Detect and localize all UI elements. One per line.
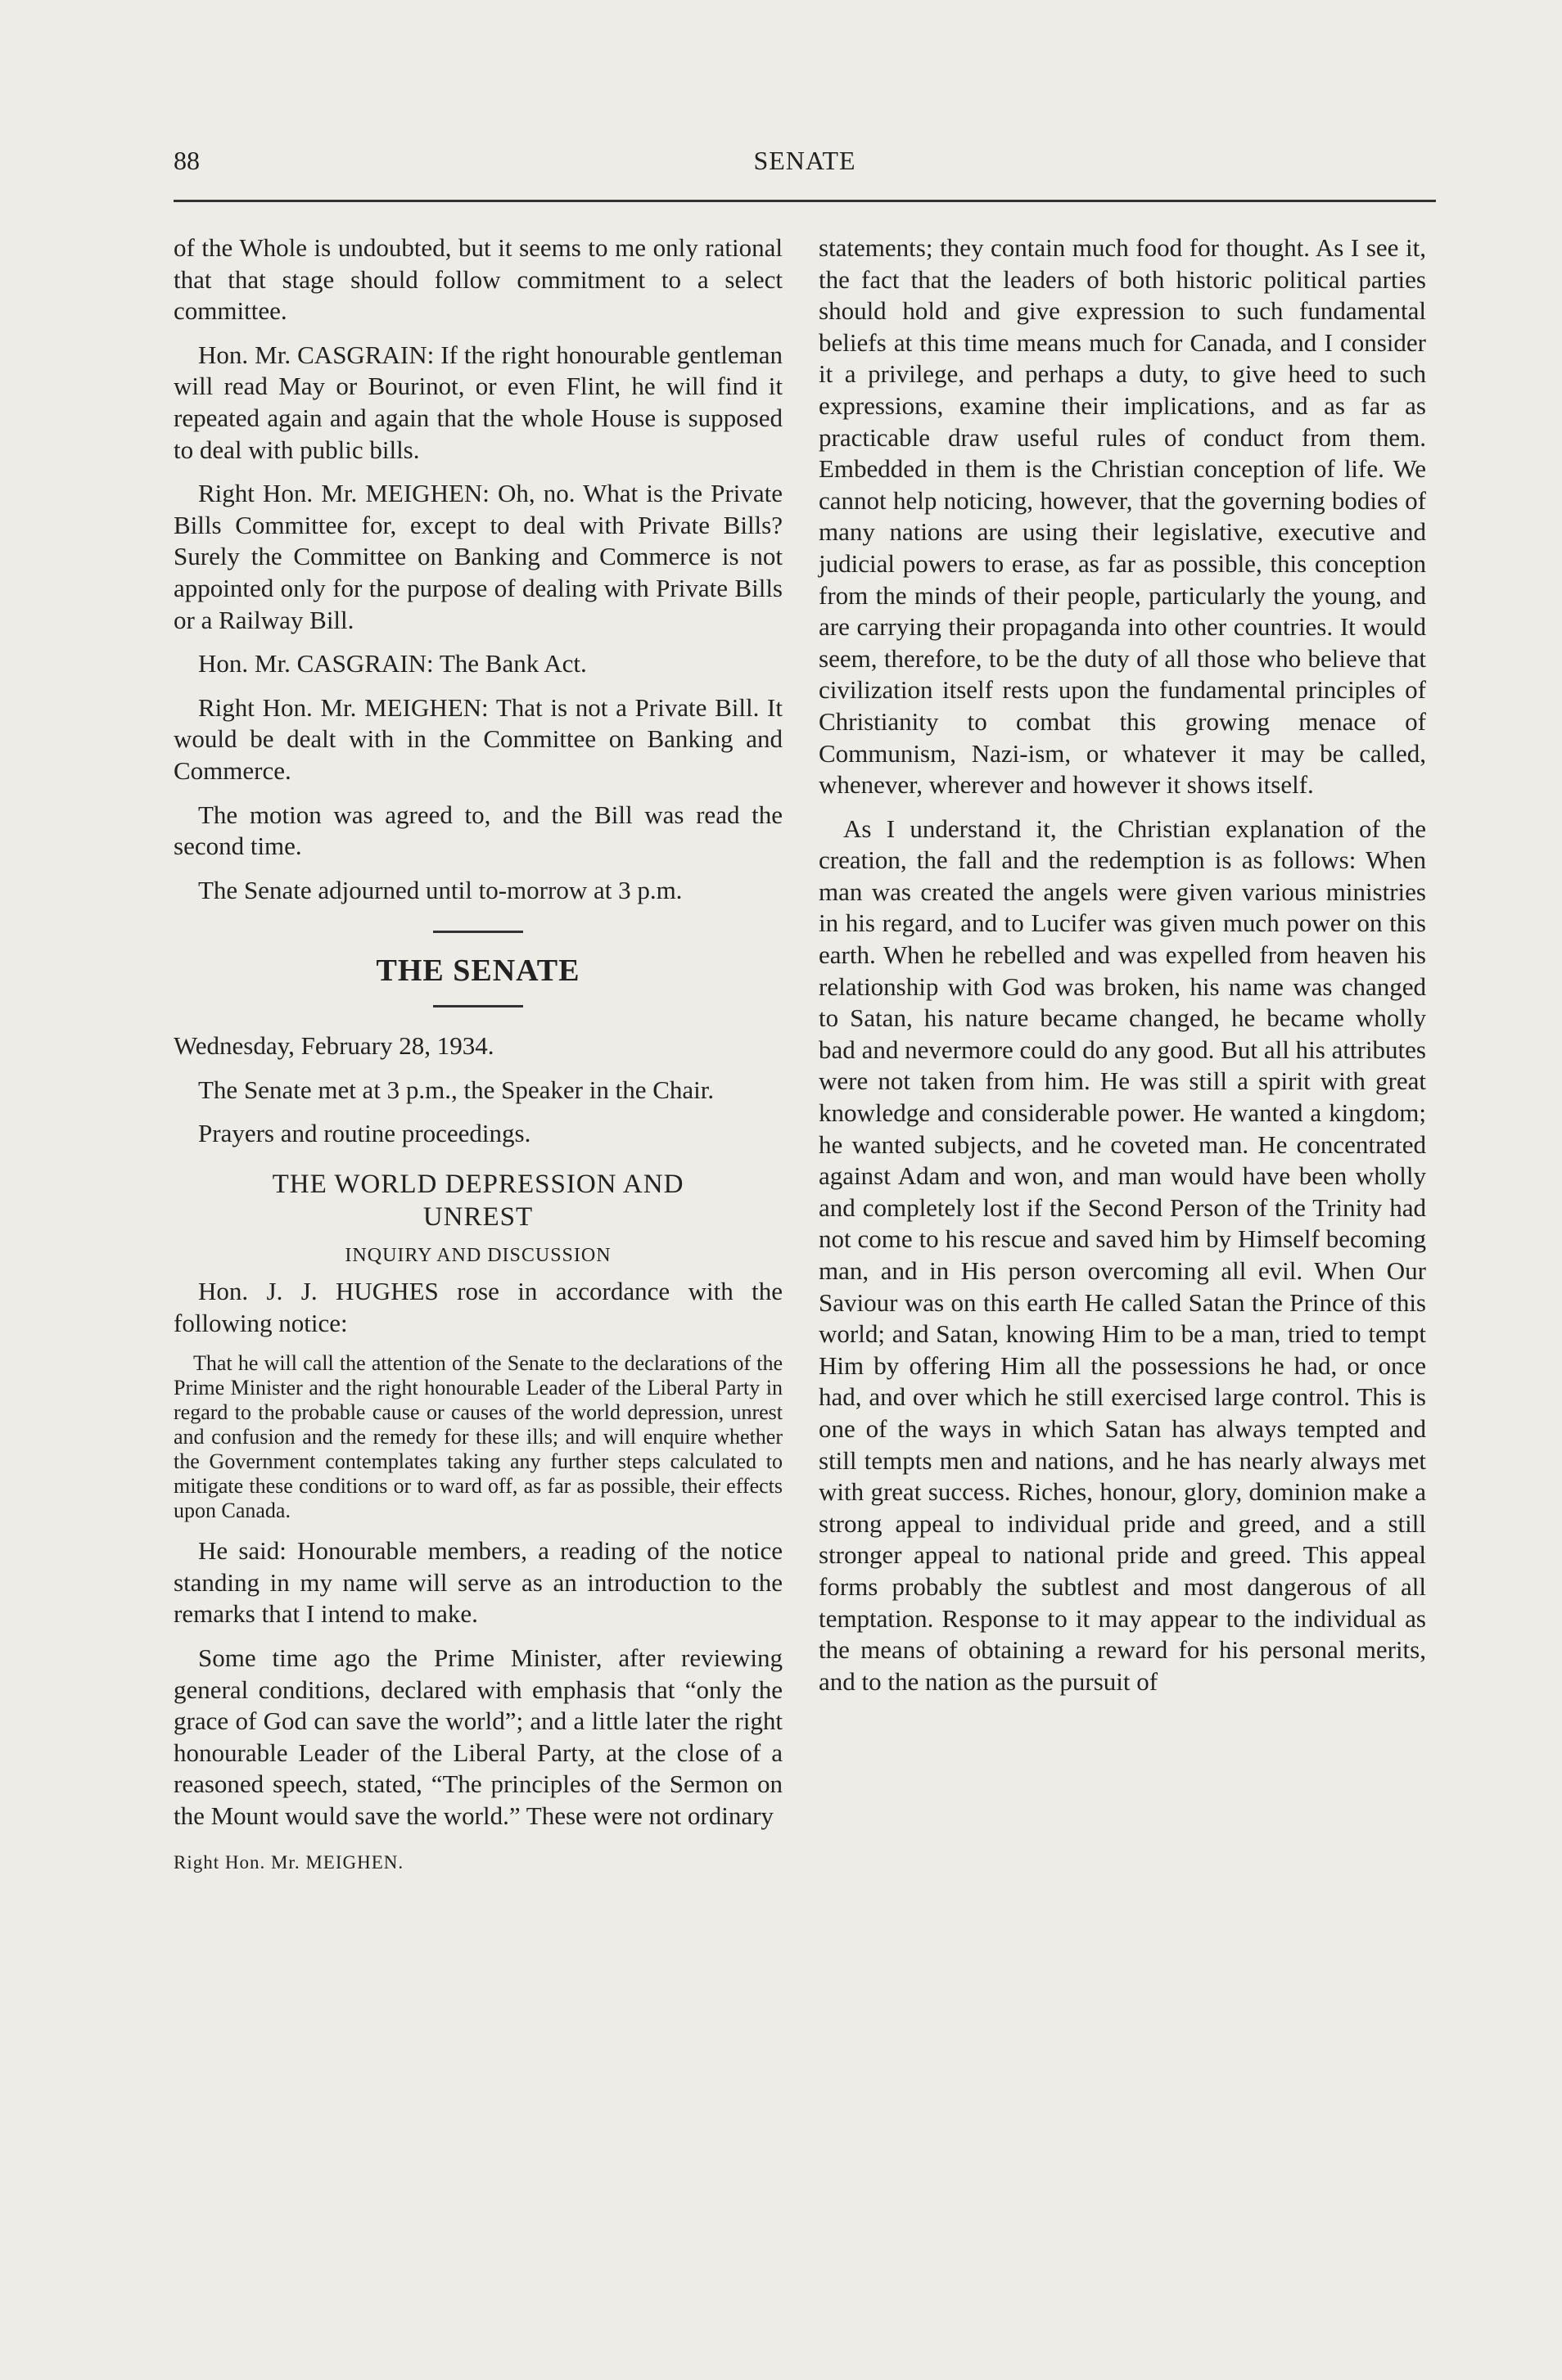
page-footer-note: Right Hon. Mr. MEIGHEN. <box>174 1851 404 1873</box>
paragraph: Hon. Mr. CASGRAIN: If the right honourable gentleman will read May or Bourinot, or even Flint, he will find it repeated again and again that the whole House is supposed to deal with public bills. <box>174 340 783 464</box>
section-subhead: INQUIRY AND DISCUSSION <box>345 1245 612 1267</box>
paragraph: statements; they contain much food for thought. As I see it, the fact that the leaders of both historic political parties should hold and give expression to such fundamental beliefs at this time means much for Canada, and I consider it a privilege, and perhaps a duty, to give heed to such expressions, examine their implications, and as far as practicable draw useful rules of conduct from them. Embedded in them is the Christian conception of life. We cannot help noticing, however, that the governing bodies of many nations are using their legislative, executive and judicial powers to erase, as far as possible, this conception from the minds of their people, particularly the young, and are carrying their propaganda into other countries. It would seem, therefore, to be the duty of all those who believe that civilization itself rests upon the fundamental principles of Christianity to combat this growing menace of Communism, Nazi-ism, or whatever it may be called, whenever, wherever and however it shows itself. <box>819 233 1426 800</box>
paragraph: The Senate met at 3 p.m., the Speaker in the Chair. <box>198 1075 715 1104</box>
paragraph: Right Hon. Mr. MEIGHEN: Oh, no. What is the Private Bills Committee for, except to deal with Private Bills? Surely the Committee on Banking and Commerce is not appointed only for the purpose of dealing with Private Bills or a Railway Bill. <box>174 479 783 634</box>
page-number: 88 <box>174 146 200 175</box>
notice-text: That he will call the attention of the Senate to the declarations of the Prime Minister and the right honourable Leader of the Liberal Party in regard to the probable cause or causes of the world depression, unrest and confusion and the remedy for these ills; and will enquire whether the Government contemplates taking any further steps calculated to mitigate these conditions or to ward off, as far as possible, their effects upon Canada. <box>174 1351 783 1523</box>
right-column <box>819 232 1426 1697</box>
paragraph: As I understand it, the Christian explanation of the creation, the fall and the redemption is as follows: When man was created the angels were given various ministries in his regard, and to Lucifer was given much power on this earth. When he rebelled and was expelled from heaven his relationship with God was broken, his name was changed to Satan, his nature became changed, he became wholly bad and nevermore could do any good. But all his attributes were not taken from him. He was still a spirit with great knowledge and considerable power. He wanted a kingdom; he wanted subjects, and he coveted man. He concentrated against Adam and won, and man would have been wholly and completely lost if the Second Person of the Trinity had not come to his rescue and saved him by Himself becoming man, and in His person overcoming all evil. When Our Saviour was on this earth He called Satan the Prince of this world; and Satan, knowing Him to be a man, tried to tempt Him by offering Him all the possessions he had, or once had, and over which he still exercised large control. This is one of the ways in which Satan has always tempted and still tempts men and nations, and he has nearly always met with great success. Riches, honour, glory, dominion make a strong appeal to individual pride and greed, and a still stronger appeal to national pride and greed. This appeal forms probably the subtlest and most dangerous of all temptation. Response to it may appear to the individual as the means of obtaining a reward for his personal merits, and to the nation as the pursuit of <box>819 814 1426 1696</box>
header-rule <box>174 200 1436 202</box>
paragraph: Some time ago the Prime Minister, after reviewing general conditions, declared with emphasis that “only the grace of God can save the world”; and a little later the right honourable Leader of the Liberal Party, at the close of a reasoned speech, stated, “The principles of the Sermon on the Mount would save the world.” These were not ordinary <box>174 1643 783 1830</box>
paragraph: Hon. Mr. CASGRAIN: The Bank Act. <box>198 649 587 678</box>
section-divider <box>433 931 523 933</box>
paragraph: He said: Honourable members, a reading of the notice standing in my name will serve as an introduction to the remarks that I intend to make. <box>174 1536 783 1629</box>
paragraph: Prayers and routine proceedings. <box>198 1119 531 1148</box>
section-divider <box>433 1005 523 1007</box>
paragraph: Hon. J. J. HUGHES rose in accordance with the following notice: <box>174 1277 783 1337</box>
senate-heading: THE SENATE <box>376 953 580 989</box>
paragraph: of the Whole is undoubted, but it seems to me only rational that that stage should follow commitment to a select committee. <box>174 233 783 326</box>
section-title-line: THE WORLD DEPRESSION AND <box>272 1170 684 1200</box>
paragraph: Right Hon. Mr. MEIGHEN: That is not a Private Bill. It would be dealt with in the Committee on Banking and Commerce. <box>174 692 783 785</box>
paragraph: The motion was agreed to, and the Bill was read the second time. <box>174 800 783 861</box>
paragraph: The Senate adjourned until to-morrow at 3 p.m. <box>198 875 683 904</box>
left-column <box>174 232 783 1878</box>
running-head: SENATE <box>753 146 856 175</box>
page-header <box>174 146 1436 187</box>
section-title <box>174 1168 783 1233</box>
sitting-date: Wednesday, February 28, 1934. <box>174 1031 494 1061</box>
section-title-line: UNREST <box>422 1202 534 1233</box>
